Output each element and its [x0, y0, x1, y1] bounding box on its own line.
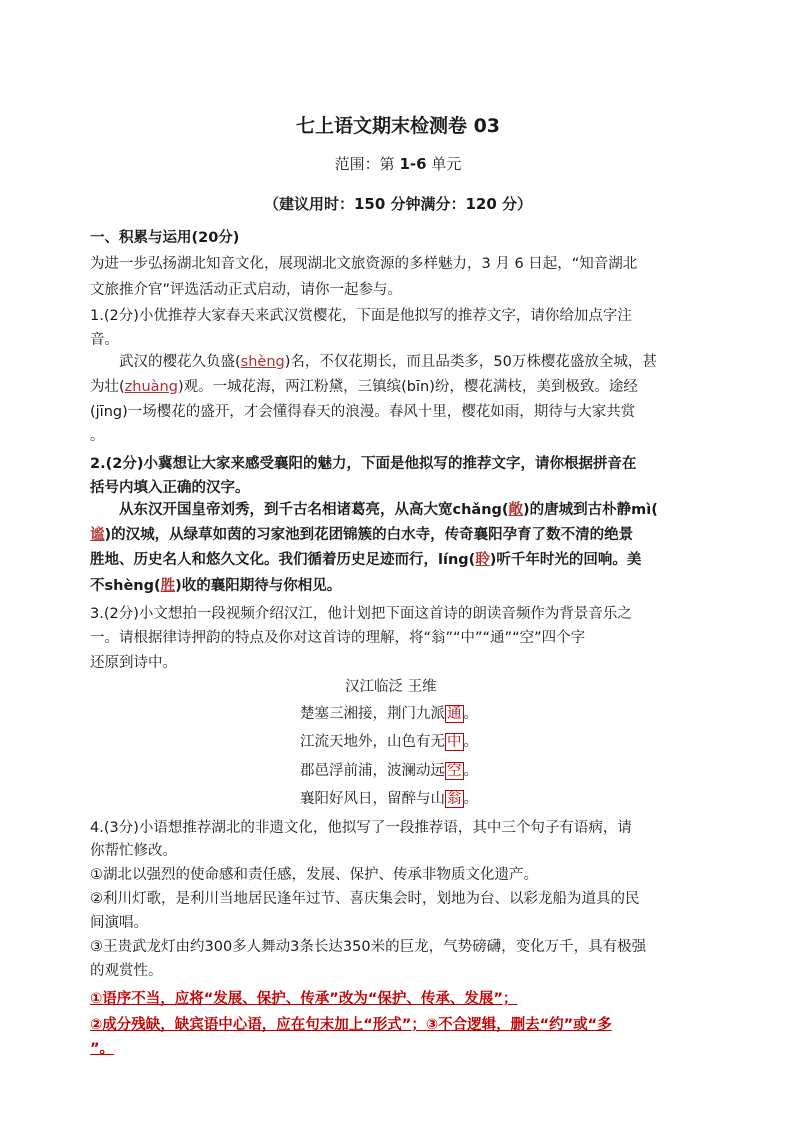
q1-passage-line-2: [90, 377, 638, 397]
q2-answer-sheng: 胜: [160, 578, 176, 594]
q2-text: )收的襄阳期待与你相见。: [175, 578, 342, 594]
advice-time: 150: [353, 195, 386, 213]
q4-stem-2: 你帮忙修改。: [90, 843, 177, 859]
q4-answer-1: ①语序不当，应将“发展、保护、传承”改为“保护、传承、发展”；: [90, 991, 518, 1007]
q2-text: 不shèng(: [90, 578, 161, 594]
advice-score: 120: [465, 195, 497, 213]
q1-text: 为壮(: [90, 379, 125, 395]
scope-range: 1-6: [399, 155, 427, 173]
poem-title: 汉江临泛 王维: [345, 679, 437, 695]
q4-sentence-2b: 间演唱。: [90, 915, 148, 931]
q1-text: 武汉的樱花久负盛(: [119, 354, 241, 370]
poem-line-text: 郡邑浮前浦，波澜动远: [300, 763, 445, 779]
q2-passage-line-2: [90, 525, 633, 545]
poem-line-text: 楚塞三湘接，荆门九派: [300, 706, 445, 722]
q2-passage-line-3: [90, 550, 641, 570]
q2-text: 胜地、历史名人和悠久文化。我们循着历史足迹而行，líng(: [90, 552, 476, 568]
q4-sentence-2a: ②利川灯歌，是利川当地居民逢年过节、喜庆集会时，划地为台、以彩龙船为道具的民: [90, 891, 640, 907]
q2-text: )听千年时光的回响。美: [489, 552, 642, 568]
q2-answer-mi: 谧: [90, 527, 105, 543]
q3-stem-1: 3.(2分)小文想拍一段视频介绍汉江，他计划把下面这首诗的朗读音频作为背景音乐之: [90, 606, 632, 622]
poem-answer-box: 通: [447, 706, 462, 722]
advice-c: 分钟满分：: [385, 195, 466, 213]
poem-line-end: 。: [463, 763, 478, 779]
poem-answer-box: 中: [447, 734, 462, 750]
q1-answer-sheng: shèng: [240, 354, 285, 370]
poem-line-text: 江流天地外，山色有无: [300, 734, 445, 750]
q1-passage-line-1: [119, 352, 657, 372]
q4-sentence-3b: 的观赏性。: [90, 963, 163, 979]
q1-passage-line-3: (jīng)一场樱花的盛开，才会懂得春天的浪漫。春风十里，樱花如雨，期待与大家共赏: [90, 404, 636, 420]
q4-answer-3: ”。: [90, 1041, 115, 1057]
q1-passage-line-4: 。: [90, 428, 105, 444]
q2-answer-ling: 聆: [475, 552, 490, 568]
poem-line-1: [300, 703, 478, 725]
poem-line-4: [300, 788, 478, 810]
q4-sentence-1: ①湖北以强烈的使命感和责任感，发展、保护、传承非物质文化遗产。: [90, 867, 538, 883]
scope-line: [90, 153, 706, 174]
scope-suffix: 单元: [426, 155, 462, 173]
advice-a: （建议用时：: [263, 195, 354, 213]
q2-answer-chang: 敞: [508, 502, 524, 518]
poem-line-end: 。: [463, 706, 478, 722]
q1-stem-2: 音。: [90, 332, 119, 348]
scope-prefix: 范围：第: [334, 155, 400, 173]
q4-answer-2: ②成分残缺，缺宾语中心语，应在句末加上“形式”；③不合逻辑，删去“约”或“多: [90, 1017, 612, 1033]
q1-text: )观。一城花海，两江粉黛，三镇缤(bīn)纷，樱花满枝，美到极致。途经: [177, 379, 638, 395]
q2-stem-2: 括号内填入正确的汉字。: [90, 480, 250, 496]
q4-stem-1: 4.(3分)小语想推荐湖北的非遗文化，他拟写了一段推荐语，其中三个句子有语病，请: [90, 820, 632, 836]
poem-line-end: 。: [463, 791, 478, 807]
intro-line-2: 文旅推介官”评选活动正式启动，请你一起参与。: [90, 282, 403, 298]
q1-text: )名，不仅花期长，而且品类多，50万株樱花盛放全城，甚: [284, 354, 657, 370]
q1-answer-zhuang: zhuàng: [124, 379, 178, 395]
intro-line-1: 为进一步弘扬湖北知音文化，展现湖北文旅资源的多样魅力，3 月 6 日起，“知音湖北: [90, 256, 638, 272]
poem-line-2: [300, 731, 478, 753]
time-score-line: [90, 193, 706, 214]
page-title: 七上语文期末检测卷 03: [295, 115, 501, 137]
poem-line-end: 。: [463, 734, 478, 750]
q2-passage-line-1: [119, 500, 658, 520]
q2-text: )的汉城，从绿草如茵的习家池到花团锦簇的白水寺，传奇襄阳孕育了数不清的绝景: [104, 527, 634, 543]
advice-e: 分）: [496, 195, 533, 213]
section-heading: 一、积累与运用(20分): [90, 230, 240, 246]
q4-sentence-3a: ③王贵武龙灯由约300多人舞动3条长达350米的巨龙，气势磅礴，变化万千，具有极强: [90, 939, 647, 955]
poem-answer-box: 翁: [447, 791, 462, 807]
poem-line-text: 襄阳好风日，留醉与山: [300, 791, 445, 807]
q2-text: )的唐城到古朴静mì(: [523, 502, 658, 518]
q3-stem-2: 一。请根据律诗押韵的特点及你对这首诗的理解，将“翁”“中”“通”“空”四个字: [90, 630, 586, 646]
q3-stem-3: 还原到诗中。: [90, 655, 177, 671]
q1-stem-1: 1.(2分)小优推荐大家春天来武汉赏樱花，下面是他拟写的推荐文字，请你给加点字注: [90, 308, 632, 324]
q2-passage-line-4: [90, 576, 341, 596]
q2-text: 从东汉开国皇帝刘秀，到千古名相诸葛亮，从高大宽chǎng(: [119, 502, 509, 518]
poem-answer-box: 空: [447, 763, 462, 779]
q2-stem-1: 2.(2分)小冀想让大家来感受襄阳的魅力，下面是他拟写的推荐文字，请你根据拼音在: [90, 456, 637, 472]
poem-line-3: [300, 760, 478, 782]
